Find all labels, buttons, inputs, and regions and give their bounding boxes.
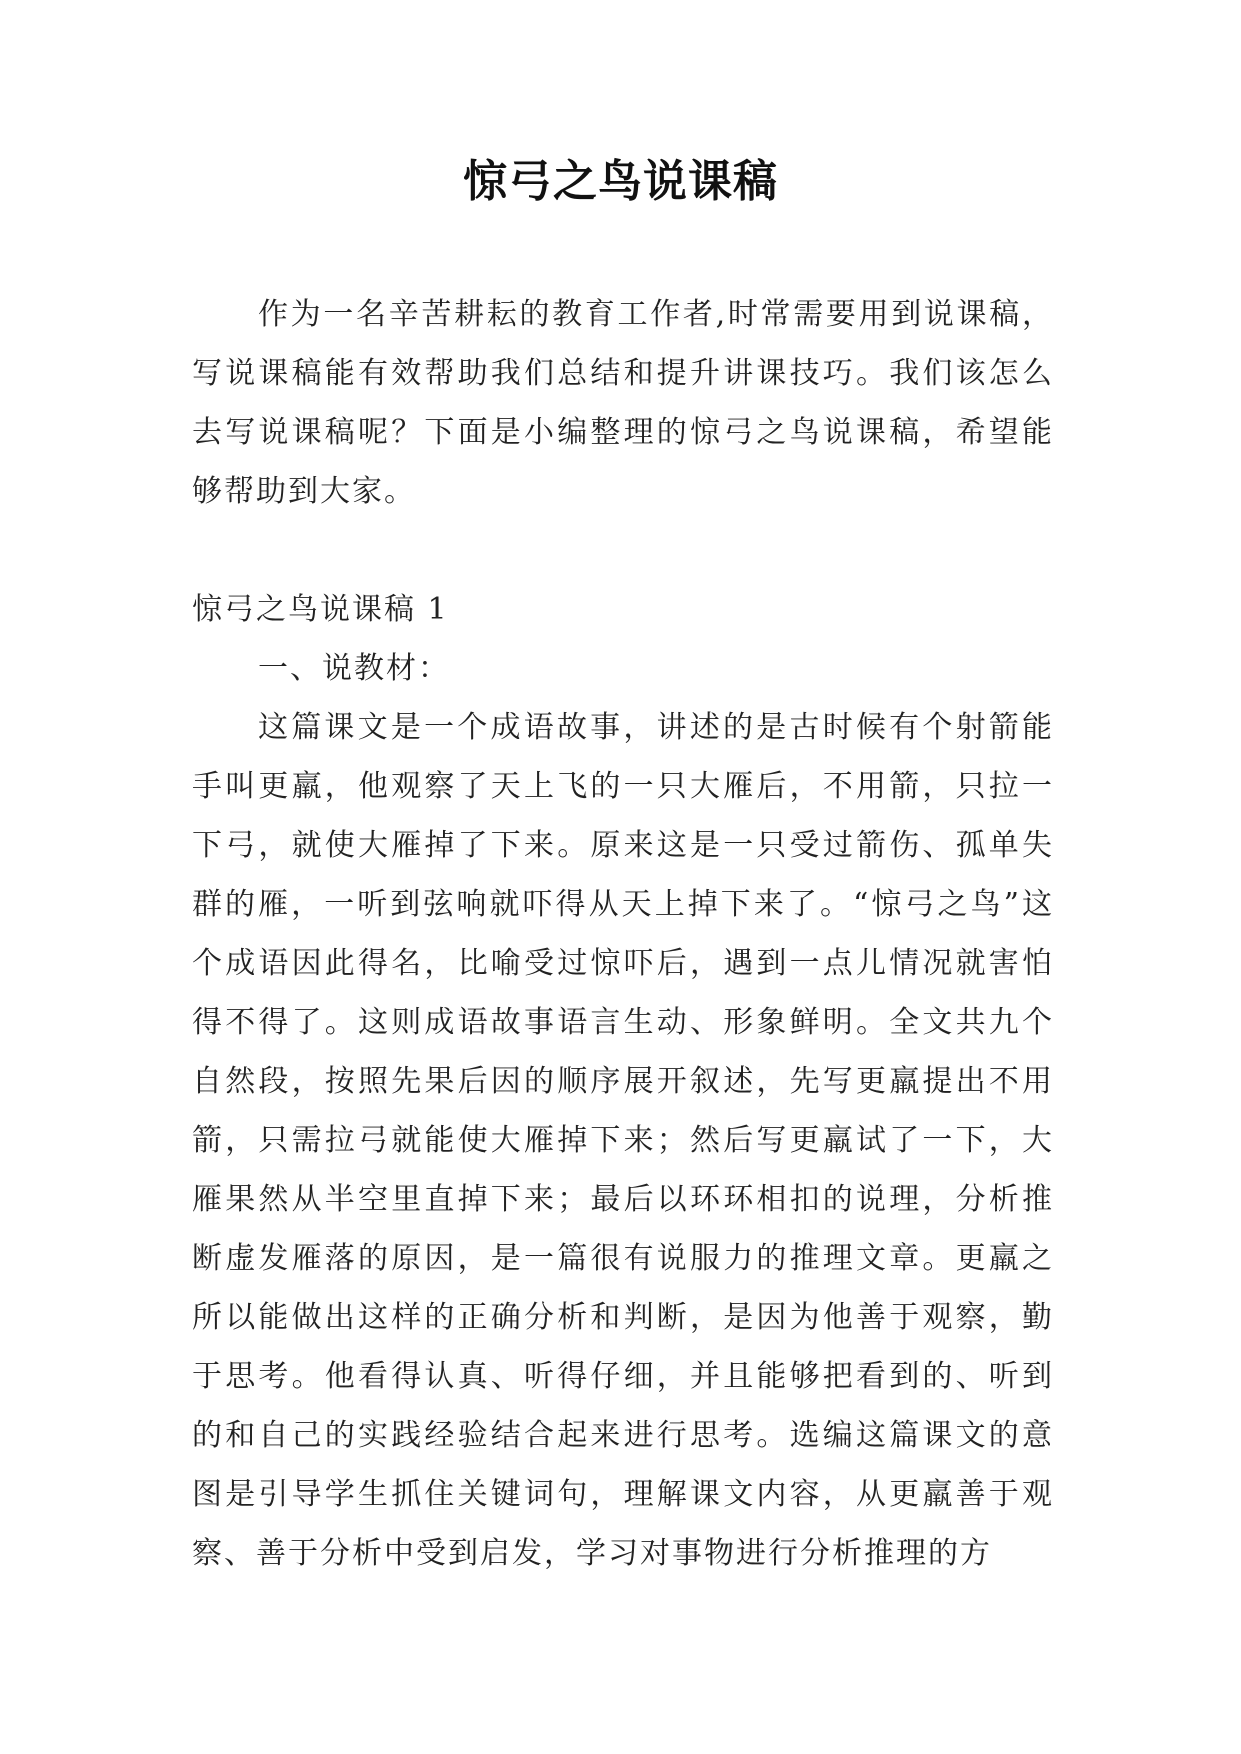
body-paragraph: 这篇课文是一个成语故事，讲述的是古时候有个射箭能手叫更羸，他观察了天上飞的一只大雁后，不用箭，只拉一下弓，就使大雁掉了下来。原来这是一只受过箭伤、孤单失群的雁，一听到弦响就吓得从天上掉下来了。“惊弓之鸟”这个成语因此得名，比喻受过惊吓后，遇到一点儿情况就害怕得不得了。这则成语故事语言生动、形象鲜明。全文共九个自然段，按照先果后因的顺序展开叙述，先写更羸提出不用箭，只需拉弓就能使大雁掉下来；然后写更羸试了一下，大雁果然从半空里直掉下来；最后以环环相扣的说理，分析推断虚发雁落的原因，是一篇很有说服力的推理文章。更羸之所以能做出这样的正确分析和判断，是因为他善于观察，勤于思考。他看得认真、听得仔细，并且能够把看到的、听到的和自己的实践经验结合起来进行思考。选编这篇课文的意图是引导学生抓住关键词句，理解课文内容，从更羸善于观察、善于分析中受到启发，学习对事物进行分析推理的方 [192, 710, 1054, 1571]
subheading: 一、说教材： [258, 651, 450, 686]
document-title: 惊弓之鸟说课稿 [463, 156, 778, 207]
section-title: 惊弓之鸟说课稿 1 [192, 592, 449, 627]
document-body [192, 285, 1054, 1583]
intro-paragraph: 作为一名辛苦耕耘的教育工作者,时常需要用到说课稿，写说课稿能有效帮助我们总结和提升讲课技巧。我们该怎么去写说课稿呢？下面是小编整理的惊弓之鸟说课稿，希望能够帮助到大家。 [192, 297, 1054, 509]
